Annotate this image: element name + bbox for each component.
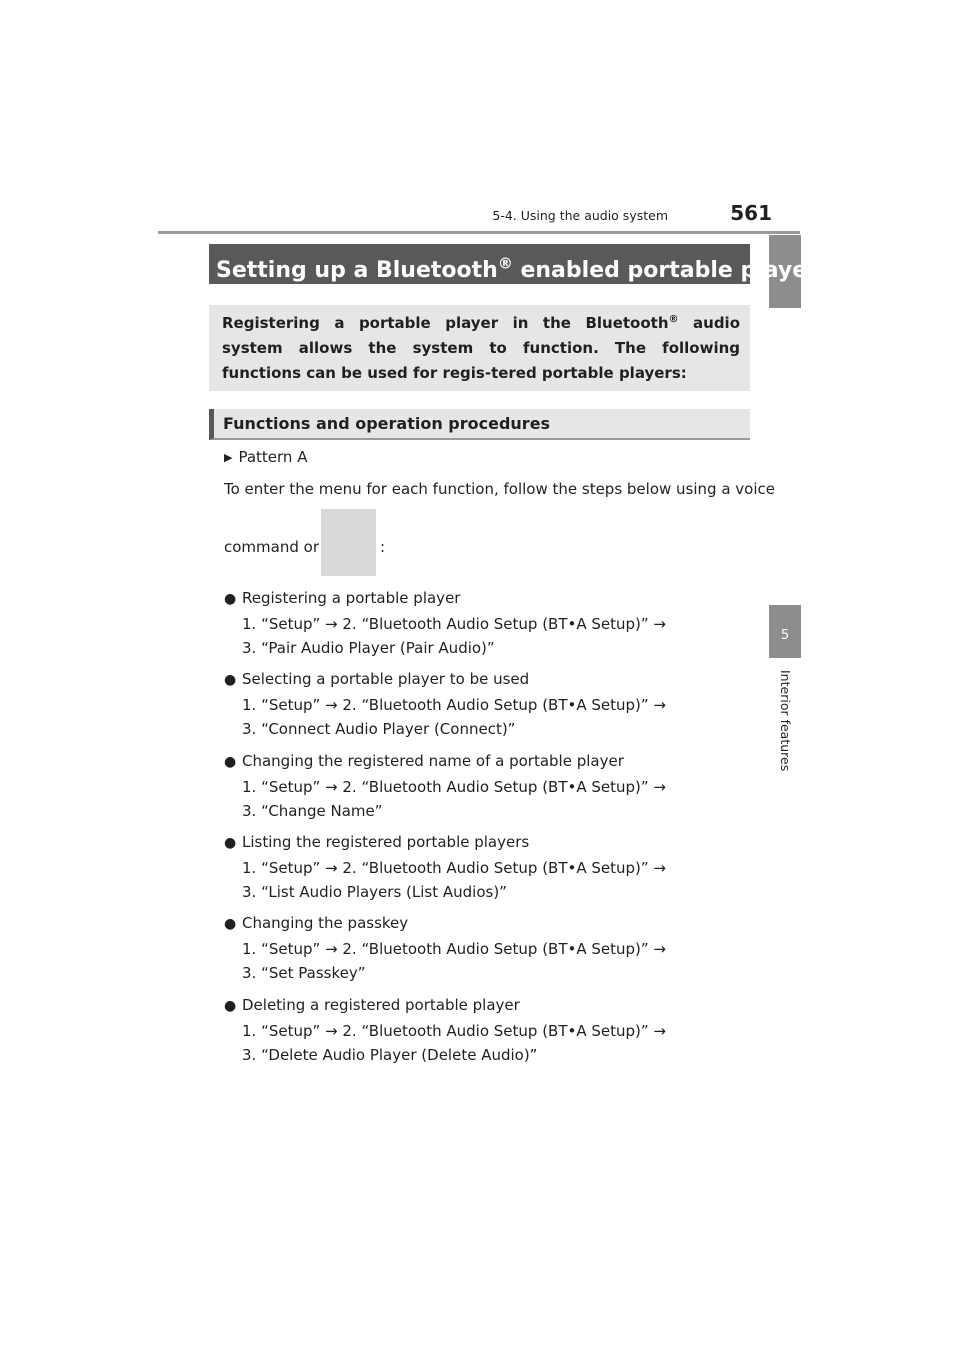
bullet-icon: ● <box>224 591 237 607</box>
function-item: ● Listing the registered portable players 1. “Setup” → 2. “Bluetooth Audio Setup (BT•A Setup)” → 3. “List Audio Players (List Audios)” <box>224 833 666 901</box>
talk-switch-image <box>321 509 376 576</box>
bullet-icon: ● <box>224 916 237 932</box>
bullet-icon: ● <box>224 835 237 851</box>
intro-box: Registering a portable player in the Bluetooth® audio system allows the system to function. The following functions can be used for regis-tered portable players: <box>209 305 750 391</box>
instruction-command: command or <box>224 538 319 556</box>
page-number: 561 <box>730 201 772 225</box>
function-item: ● Registering a portable player 1. “Setup” → 2. “Bluetooth Audio Setup (BT•A Setup)” → 3. “Pair Audio Player (Pair Audio)” <box>224 589 666 657</box>
function-item: ● Changing the registered name of a portable player 1. “Setup” → 2. “Bluetooth Audio Setup (BT•A Setup)” → 3. “Change Name” <box>224 752 666 820</box>
bullet-icon: ● <box>224 672 237 688</box>
bullet-icon: ● <box>224 754 237 770</box>
instruction-colon: : <box>380 538 386 556</box>
function-item: ● Selecting a portable player to be used 1. “Setup” → 2. “Bluetooth Audio Setup (BT•A Setup)” → 3. “Connect Audio Player (Connect)” <box>224 670 666 738</box>
subheading: Functions and operation procedures <box>209 409 750 440</box>
section-header: 5-4. Using the audio system <box>492 208 668 223</box>
bullet-icon: ● <box>224 998 237 1014</box>
section-title-bar <box>209 244 819 284</box>
pattern-label: ▶ Pattern A <box>224 448 308 466</box>
instruction-text: To enter the menu for each function, follow the steps below using a voice <box>224 480 775 498</box>
function-item: ● Deleting a registered portable player 1. “Setup” → 2. “Bluetooth Audio Setup (BT•A Setup)” → 3. “Delete Audio Player (Delete Audio)” <box>224 996 666 1064</box>
triangle-marker-icon: ▶ <box>224 451 233 464</box>
side-tab-number: 5 <box>780 628 790 643</box>
header-rule <box>158 231 800 234</box>
section-title: Setting up a Bluetooth® enabled portable player <box>216 255 819 284</box>
side-tab-label: Interior features <box>778 670 793 772</box>
function-item: ● Changing the passkey 1. “Setup” → 2. “Bluetooth Audio Setup (BT•A Setup)” → 3. “Set Passkey” <box>224 914 666 982</box>
